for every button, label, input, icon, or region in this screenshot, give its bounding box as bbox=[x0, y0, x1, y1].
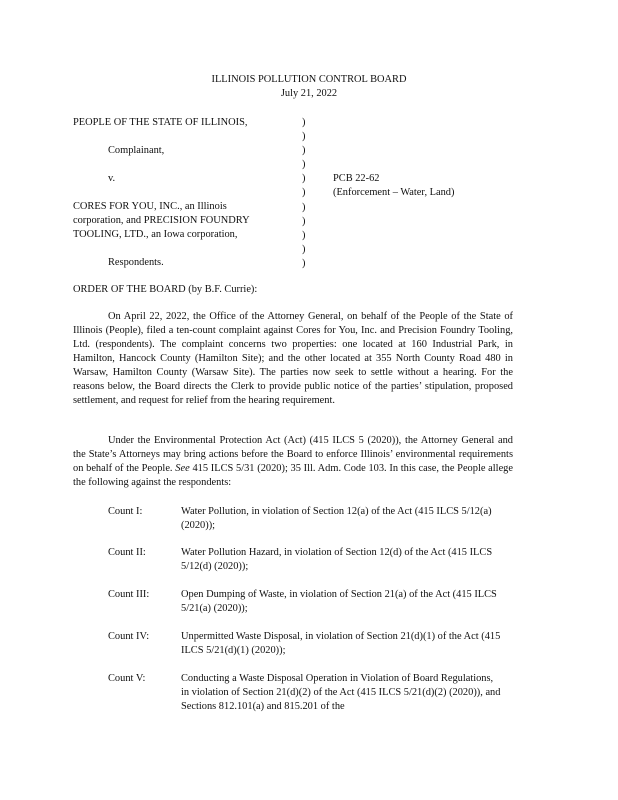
caption-paren-column bbox=[302, 116, 305, 271]
paragraph-authority-text: Under the Environmental Protection Act (Act) (415 ILCS 5 (2020)), the Attorney General and the State’s Attorneys may bring actions before the Board to enforce Illinois’ environmental requirements on behalf of the People. bbox=[73, 435, 513, 474]
board-title: ILLINOIS POLLUTION CONTROL BOARD bbox=[211, 74, 407, 85]
see-signal: See bbox=[175, 463, 190, 474]
caption-paren: ) bbox=[302, 145, 306, 157]
caption-paren: ) bbox=[302, 159, 306, 171]
order-heading: ORDER OF THE BOARD (by B.F. Currie): bbox=[73, 284, 258, 295]
paragraph-complaint bbox=[73, 310, 513, 408]
count-text: Conducting a Waste Disposal Operation in Violation of Board Regulations, in violation of Section 21(d)(2) of the Act (415 ILCS 5/21(d)(2) (2020)), and Sections 812.101(a) and 815.201 of the bbox=[181, 673, 501, 712]
respondent-role: Respondents. bbox=[108, 257, 164, 268]
caption-paren: ) bbox=[302, 117, 306, 128]
count-text: Water Pollution, in violation of Section 12(a) of the Act (415 ILCS 5/12(a) (2020)); bbox=[181, 506, 492, 531]
paragraph-authority-citation: 415 ILCS 5/31 (2020); 35 Ill. Adm. Code 103. In this case, the People allege the following against the respondents: bbox=[73, 463, 513, 488]
caption-paren: ) bbox=[302, 173, 306, 185]
count-label: Count IV: bbox=[108, 631, 150, 642]
paragraph-complaint-text: On April 22, 2022, the Office of the Attorney General, on behalf of the People of the State of Illinois (People), filed a ten-count complaint against Cores for You, Inc. and Precision Foundry Tooling, Ltd. (respondents). The complaint concerns two properties: one located at 160 Industrial Park, in Hamilton, Hancock County (Hamilton Site); and the other located at 355 North County Road 480 in Warsaw, Hamilton County (Warsaw Site). The parties now seek to settle without a hearing. For the reasons below, the Board directs the Clerk to provide public notice of the parties’ stipulation, proposed settlement, and request for relief from the hearing requirement. bbox=[73, 311, 513, 406]
versus-label: v. bbox=[108, 173, 116, 184]
order-date: July 21, 2022 bbox=[280, 88, 338, 99]
complainant-role: Complainant, bbox=[108, 145, 165, 156]
complainant-name: PEOPLE OF THE STATE OF ILLINOIS, bbox=[73, 117, 248, 128]
caption-paren: ) bbox=[302, 131, 306, 143]
count-label: Count III: bbox=[108, 589, 150, 600]
respondent-line-3: TOOLING, LTD., an Iowa corporation, bbox=[73, 229, 238, 240]
caption-paren: ) bbox=[302, 187, 306, 199]
count-label: Count V: bbox=[108, 673, 146, 684]
caption-paren: ) bbox=[302, 215, 306, 227]
count-text: Water Pollution Hazard, in violation of Section 12(d) of the Act (415 ILCS 5/12(d) (2020)); bbox=[181, 547, 493, 572]
respondent-line-1: CORES FOR YOU, INC., an Illinois bbox=[73, 201, 227, 212]
count-label: Count II: bbox=[108, 547, 146, 558]
caption-paren: ) bbox=[302, 229, 306, 241]
respondent-line-2: corporation, and PRECISION FOUNDRY bbox=[73, 215, 250, 226]
count-text: Open Dumping of Waste, in violation of Section 21(a) of the Act (415 ILCS 5/21(a) (2020)); bbox=[181, 589, 497, 614]
paragraph-authority bbox=[73, 434, 513, 490]
caption-paren: ) bbox=[302, 243, 306, 255]
caption-paren: ) bbox=[302, 201, 306, 213]
case-type: (Enforcement – Water, Land) bbox=[333, 187, 455, 198]
caption-paren: ) bbox=[302, 257, 306, 269]
case-number: PCB 22-62 bbox=[333, 173, 380, 184]
count-label: Count I: bbox=[108, 506, 143, 517]
count-text: Unpermitted Waste Disposal, in violation of Section 21(d)(1) of the Act (415 ILCS 5/21(d)(1) (2020)); bbox=[181, 631, 501, 656]
